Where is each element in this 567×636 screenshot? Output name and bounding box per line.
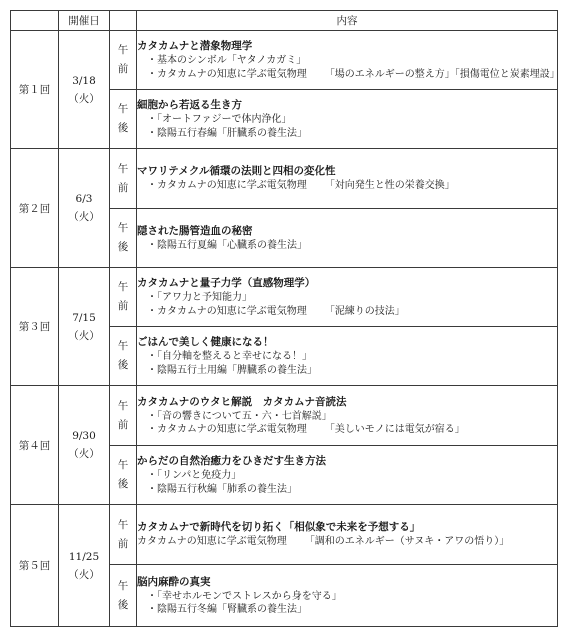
content-line-extra: 「対向発生と性の栄養交換」 bbox=[324, 180, 455, 192]
content-line bbox=[137, 305, 557, 319]
content-line: ・陰陽五行夏編「心臓系の養生法」 bbox=[147, 239, 307, 251]
period-text: 午 前 bbox=[117, 44, 129, 75]
period-text: 午 後 bbox=[117, 340, 129, 371]
content-pm bbox=[137, 446, 558, 505]
content-am bbox=[137, 386, 558, 446]
session-weekday: （火） bbox=[68, 568, 100, 581]
period-text: 午 後 bbox=[117, 103, 129, 134]
content-title: 隠された腸管造血の秘密 bbox=[137, 224, 253, 237]
content-line-main: ・カタカムナの知恵に学ぶ電気物理 bbox=[147, 180, 307, 192]
session-round: 第４回 bbox=[11, 386, 59, 505]
content-line: ・陰陽五行土用編「脾臓系の養生法」 bbox=[147, 364, 317, 376]
content-title: ごはんで美しく健康になる！ bbox=[137, 336, 274, 348]
session-round: 第２回 bbox=[11, 149, 59, 268]
content-line: ・「音の響きについて五・六・七首解説」 bbox=[147, 410, 332, 422]
period-label-pm bbox=[110, 327, 137, 386]
session-date-value: 11/25 bbox=[68, 550, 100, 563]
session-row-am bbox=[11, 31, 558, 90]
session-row-am bbox=[11, 268, 558, 327]
content-title: マワリテメクル循環の法則と四相の変化性 bbox=[137, 165, 336, 178]
session-row-am bbox=[11, 149, 558, 209]
header-content: 内容 bbox=[137, 11, 558, 31]
content-title: 脳内麻酔の真実 bbox=[137, 575, 211, 588]
period-label-am bbox=[110, 31, 137, 90]
content-am bbox=[137, 149, 558, 209]
session-weekday: （火） bbox=[68, 211, 100, 223]
content-line-main: ・カタカムナの知恵に学ぶ電気物理 bbox=[147, 305, 307, 317]
period-text: 午 前 bbox=[117, 162, 129, 194]
content-line-main: カタカムナの知恵に学ぶ電気物理 bbox=[137, 536, 287, 548]
header-round bbox=[11, 11, 59, 31]
session-date bbox=[59, 386, 110, 505]
content-line-extra: 「泥練りの技法」 bbox=[324, 305, 405, 317]
content-title: カタカムナと量子力学（直感物理学） bbox=[137, 277, 316, 289]
period-text: 午 後 bbox=[117, 459, 129, 490]
session-round: 第１回 bbox=[11, 31, 59, 149]
content-line-extra: 「美しいモノには電気が宿る」 bbox=[324, 424, 465, 435]
content-line bbox=[137, 179, 557, 193]
session-weekday: （火） bbox=[68, 329, 100, 342]
session-date-value: 9/30 bbox=[72, 430, 96, 442]
period-label-am bbox=[110, 505, 137, 565]
session-date bbox=[59, 268, 110, 386]
content-pm bbox=[137, 565, 558, 627]
content-line-main: ・カタカムナの知恵に学ぶ電気物理 bbox=[147, 68, 307, 80]
session-round: 第５回 bbox=[11, 505, 59, 627]
session-date-value: 6/3 bbox=[75, 193, 93, 205]
content-line: ・「オートファジーで体内浄化」 bbox=[147, 114, 292, 125]
content-pm bbox=[137, 327, 558, 386]
content-line: ・基本のシンボル「ヤタノカガミ」 bbox=[147, 55, 307, 66]
session-date-value: 3/18 bbox=[72, 74, 96, 87]
content-line: ・「自分軸を整えると幸せになる！」 bbox=[147, 351, 312, 362]
period-label-am bbox=[110, 386, 137, 446]
header-row bbox=[11, 11, 558, 31]
header-date: 開催日 bbox=[59, 11, 110, 31]
content-line-extra: 「調和のエネルギー（サヌキ・アワの悟り）」 bbox=[304, 536, 510, 548]
session-date-value: 7/15 bbox=[72, 311, 96, 324]
period-text: 午 前 bbox=[117, 399, 129, 431]
session-date bbox=[59, 31, 110, 149]
session-row-am bbox=[11, 505, 558, 565]
content-line: ・「幸せホルモンでストレスから身を守る」 bbox=[147, 590, 342, 602]
period-label-pm bbox=[110, 90, 137, 149]
session-date bbox=[59, 149, 110, 268]
period-label-pm bbox=[110, 446, 137, 505]
header-period bbox=[110, 11, 137, 31]
content-line bbox=[137, 68, 560, 82]
content-am bbox=[137, 31, 558, 90]
period-label-am bbox=[110, 149, 137, 209]
content-am bbox=[137, 505, 558, 565]
schedule-table bbox=[10, 10, 558, 627]
content-title: カタカムナのウタヒ解説 カタカムナ音読法 bbox=[137, 395, 347, 408]
content-title: カタカムナと潜象物理学 bbox=[137, 40, 253, 52]
content-line: ・陰陽五行春編「肝臓系の養生法」 bbox=[147, 127, 307, 139]
session-weekday: （火） bbox=[68, 448, 100, 460]
period-text: 午 後 bbox=[117, 222, 129, 253]
content-title: 細胞から若返る生き方 bbox=[137, 99, 242, 111]
content-title: カタカムナで新時代を切り拓く「相似象で未来を予想する」 bbox=[137, 521, 421, 534]
session-row-am bbox=[11, 386, 558, 446]
session-round: 第３回 bbox=[11, 268, 59, 386]
period-text: 午 前 bbox=[117, 281, 129, 312]
content-title: からだの自然治癒力をひきだす生き方法 bbox=[137, 455, 326, 467]
period-label-am bbox=[110, 268, 137, 327]
content-am bbox=[137, 268, 558, 327]
content-line bbox=[137, 535, 557, 549]
content-pm bbox=[137, 90, 558, 149]
content-line: ・陰陽五行秋編「肺系の養生法」 bbox=[147, 483, 297, 495]
content-line-main: ・カタカムナの知恵に学ぶ電気物理 bbox=[147, 424, 307, 435]
content-line: ・「アワ力と予知能力」 bbox=[147, 292, 252, 303]
content-line: ・陰陽五行冬編「腎臓系の養生法」 bbox=[147, 604, 307, 615]
period-text: 午 前 bbox=[117, 518, 129, 550]
content-line-extra: 「場のエネルギーの整え方」「損傷電位と炭素埋設」 bbox=[324, 68, 560, 80]
content-pm bbox=[137, 209, 558, 268]
period-label-pm bbox=[110, 209, 137, 268]
content-line: ・「リンパと免疫力」 bbox=[147, 470, 242, 481]
session-date bbox=[59, 505, 110, 627]
session-weekday: （火） bbox=[68, 92, 100, 105]
period-label-pm bbox=[110, 565, 137, 627]
period-text: 午 後 bbox=[117, 579, 129, 611]
content-line bbox=[137, 423, 557, 437]
